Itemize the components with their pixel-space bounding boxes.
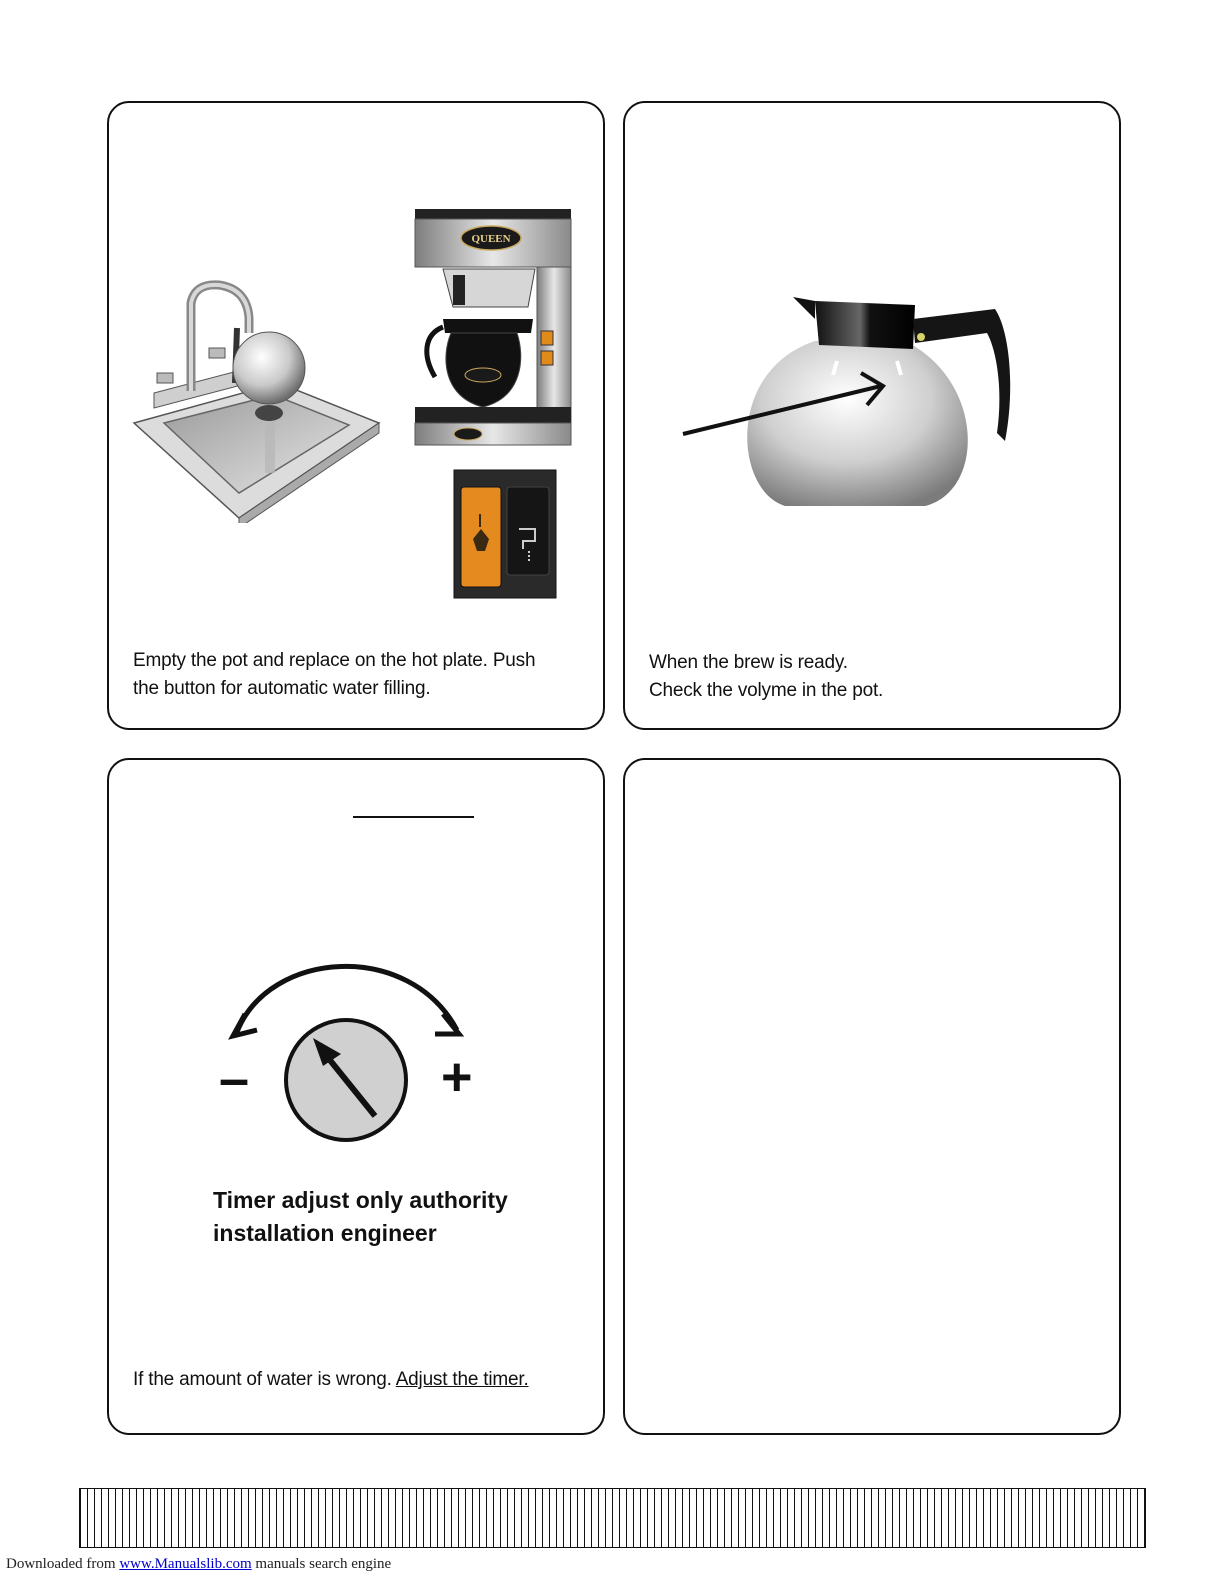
timer-warning — [213, 1184, 533, 1250]
footer — [6, 1556, 391, 1573]
sink-illustration — [129, 273, 389, 523]
timer-warning-line2: installation engineer — [213, 1220, 437, 1246]
pot-caption — [649, 649, 1079, 705]
timer-warning-line1: Timer adjust only authority — [213, 1187, 508, 1213]
barcode-stripe — [79, 1488, 1146, 1548]
footer-prefix: Downloaded from — [6, 1556, 120, 1572]
pot-caption-line1: When the brew is ready. — [649, 652, 848, 673]
minus-sign: – — [219, 1049, 250, 1109]
panel-empty — [623, 758, 1121, 1435]
timer-caption-text: If the amount of water is wrong. — [133, 1369, 396, 1390]
fill-button-icon — [453, 469, 557, 599]
panel-fill-water — [107, 101, 605, 730]
divider-line — [353, 816, 474, 818]
footer-link[interactable]: www.Manualslib.com — [119, 1556, 252, 1572]
panel-check-pot — [623, 101, 1121, 730]
adjust-timer-link[interactable]: Adjust the timer. — [395, 1369, 529, 1390]
fill-caption-line1: Empty the pot and replace on the hot plate. Push — [133, 650, 536, 671]
panel-timer — [107, 758, 605, 1435]
fill-caption-line2: the button for automatic water filling. — [133, 678, 431, 699]
timer-caption — [133, 1366, 593, 1394]
brand-logo: QUEEN — [471, 233, 511, 245]
pot-caption-line2: Check the volyme in the pot. — [649, 680, 884, 701]
coffee-pot-illustration — [665, 291, 1025, 531]
fill-caption — [133, 647, 563, 703]
coffee-machine-illustration — [413, 207, 575, 447]
footer-suffix: manuals search engine — [251, 1556, 392, 1572]
plus-sign: + — [441, 1047, 473, 1107]
